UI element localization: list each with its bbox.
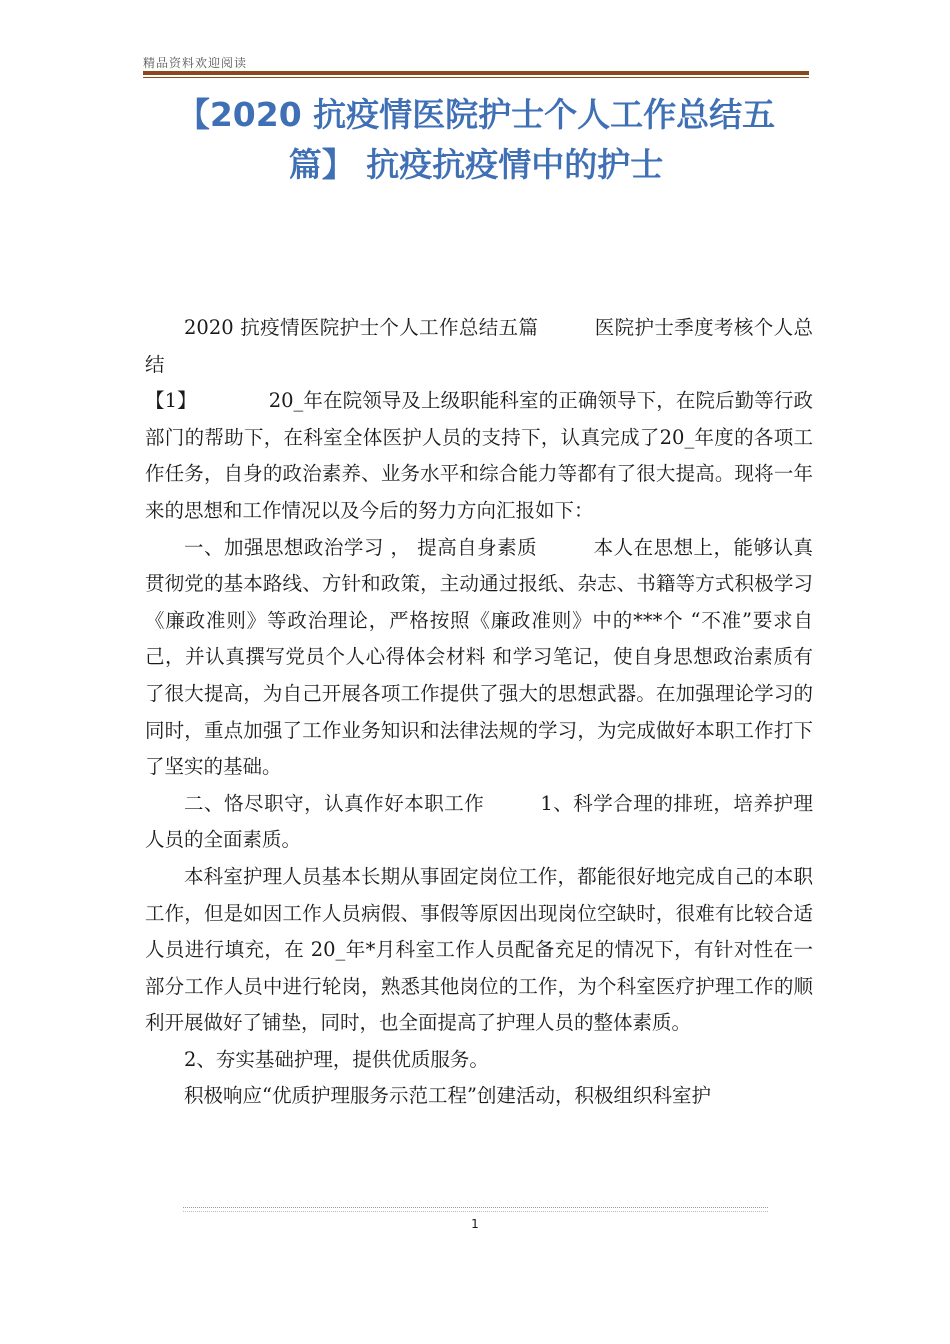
paragraph-4-text: 1、科学合理的排班，培养护理人员的全面素质。 [145,791,813,852]
paragraph-4 [145,786,813,859]
footer-rule [183,1207,768,1208]
paragraph-3-text: 本人在思想上，能够认真贯彻党的基本路线、方针和政策，主动通过报纸、杂志、书籍等方式积极学习《廉政准则》等政治理论，严格按照《廉政准则》中的***个 “不准”要求自己，并认真撰写党员个人心得体会材料 和学习笔记，使自身思想政治素质有了很大提高，为自己开展各项工作提供了强大的思想武器。在加强理论学习的同时，重点加强了工作业务知识和法律法规的学习，为完成做好本职工作打下了坚实的基础。 [145,535,813,779]
header-rule [143,71,809,75]
paragraph-2 [145,383,813,529]
footer-rule-2 [183,1211,768,1212]
paragraph-7: 积极响应“优质护理服务示范工程”创建活动，积极组织科室护 [184,1084,711,1108]
paragraph-2-text: 20_年在院领导及上级职能科室的正确领导下，在院后勤等行政部门的帮助下，在科室全体医护人员的支持下，认真完成了20_年度的各项工作任务，自身的政治素养、业务水平和综合能力等都有了很大提高。现将一年来的思想和工作情况以及今后的努力方向汇报如下： [145,389,813,522]
paragraph-1-subtitle: 医院护士季度考核个人总结 [145,316,813,376]
header-rule-thin [143,77,809,78]
paragraph-6: 2、夯实基础护理，提供优质服务。 [184,1047,489,1071]
section-heading-2: 二、恪尽职守，认真作好本职工作 [184,791,485,815]
document-body [145,310,813,1115]
paragraph-1 [145,310,813,383]
paragraph-1-title: 2020 抗疫情医院护士个人工作总结五篇 [184,316,539,339]
document-title [143,90,809,190]
page-header-text: 精品资料欢迎阅读 [143,56,248,70]
title-line-1: 【2020 抗疫情医院护士个人工作总结五 [176,95,776,134]
paragraph-3 [145,530,813,786]
title-line-2: 篇】 抗疫抗疫情中的护士 [288,145,664,184]
section-heading-1: 一、加强思想政治学习 ， 提高自身素质 [184,535,538,559]
paragraph-5: 本科室护理人员基本长期从事固定岗位工作，都能很好地完成自己的本职工作，但是如因工作人员病假、事假等原因出现岗位空缺时，很难有比较合适人员进行填充，在 20_年*月科室工作人员配备充足的情况下，有针对性在一部分工作人员中进行轮岗，熟悉其他岗位的工作，为个科室医疗护理工作的顺利开展做好了铺垫，同时，也全面提高了护理人员的整体素质。 [145,864,813,1035]
page-number: 1 [471,1217,479,1231]
section-marker-1: 【1】 [145,389,197,413]
